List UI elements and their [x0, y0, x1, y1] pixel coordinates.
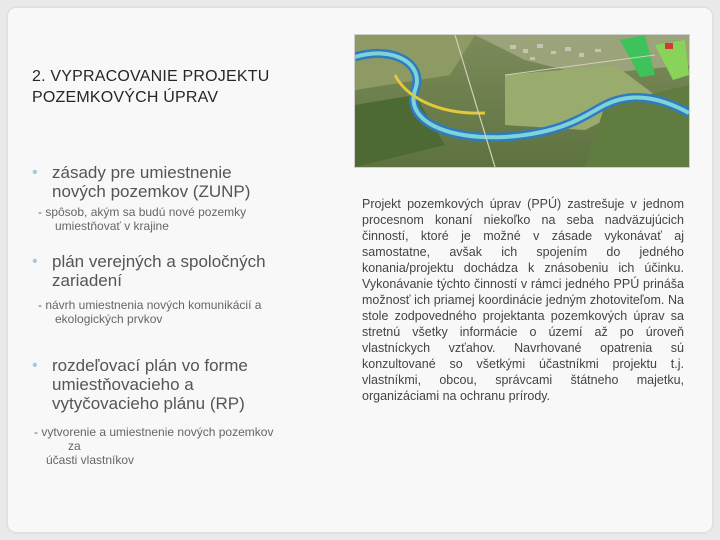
bullet-text-line: zásady pre umiestnenie [52, 163, 232, 182]
bullet-text-line: vytyčovacieho plánu (RP) [52, 394, 245, 413]
sub-text-line: účasti vlastníkov [46, 453, 135, 467]
sub-text-line: za [68, 439, 81, 453]
bullet-dot-icon: • [32, 357, 38, 374]
project-description: Projekt pozemkových úprav (PPÚ) zastrešuje v jednom procesnom konaní niekoľko na seba nadväzujúcich činností, ktoré je možné v zásade vykonávať aj samostatne, avšak ich spojením do jedného konania/projektu dochádza k znásobeniu ich účinku. Vykonávanie týchto činností v rámci jedného PPÚ prináša možnosť ich priamej koordinácie jedným zhotoviteľom. Na stole zodpovedného projektanta pozemkových úprav sa stretnú všetky informácie o území až po úroveň vlastníckych vzťahov. Navrhované opatrenia sú konzultované so všetkými účastníkmi projektu t.j. vlastníkmi, obcou, správcami štátneho majetku, organizáciami na ochranu prírody. [362, 197, 684, 403]
bullet-dot-icon: • [32, 164, 38, 181]
bullet-text-line: rozdeľovací plán vo forme [52, 356, 248, 375]
bullet-verejne-zariadenia [28, 252, 266, 290]
bullet-rozdelovaci-plan [28, 356, 248, 413]
bullet-zunp [28, 163, 250, 201]
bullet-verejne-zariadenia-sub [38, 298, 261, 326]
sub-text-line: ekologických prvkov [55, 312, 163, 326]
sub-text-line: umiestňovať v krajine [55, 219, 169, 233]
page-title [32, 66, 332, 108]
bullet-rozdelovaci-plan-sub [34, 425, 273, 467]
aerial-map-photo [354, 34, 690, 168]
aerial-map-icon [355, 35, 689, 167]
bullet-text-line: umiestňovacieho a [52, 375, 194, 394]
bullet-dot-icon: • [32, 253, 38, 270]
sub-text-line: - spôsob, akým sa budú nové pozemky [38, 205, 247, 219]
bullet-text-line: zariadení [52, 271, 122, 290]
sub-text-line: - návrh umiestnenia nových komunikácií a [38, 298, 262, 312]
bullet-text-line: plán verejných a spoločných [52, 252, 266, 271]
title-line-1: 2. VYPRACOVANIE PROJEKTU [32, 68, 270, 85]
sub-text-line: - vytvorenie a umiestnenie nových pozemkov [34, 425, 274, 439]
bullet-text-line: nových pozemkov (ZUNP) [52, 182, 251, 201]
title-line-2: POZEMKOVÝCH ÚPRAV [32, 89, 219, 106]
bullet-zunp-sub [38, 205, 246, 233]
